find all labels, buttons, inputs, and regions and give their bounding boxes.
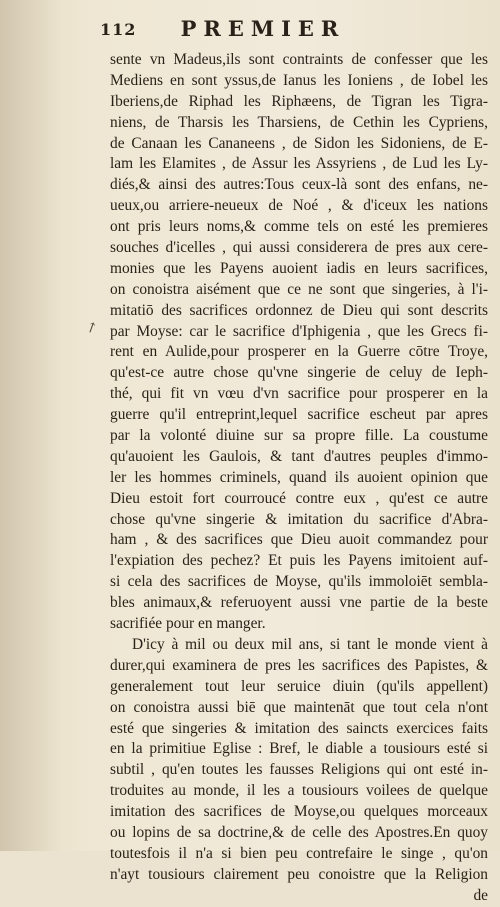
text-line: n'ayt tousiours clairement peu conoistre que la Religion (110, 865, 488, 883)
text-line: generalement tout leur seruice diuin (qu'ils appellent) (110, 677, 488, 695)
text-line: toutesfois il n'a si bien peu contrefaire le singe , qu'on (110, 844, 488, 862)
text-line: souches d'icelles , qui aussi considerera de pres aux cere- (110, 239, 488, 257)
text-line: diés,& ainsi des autres:Tous ceux-là sont des enfans, ne- (110, 176, 488, 194)
text-line: rent en Aulide,pour prosperer en la Guerre cōtre Troye, (110, 343, 488, 361)
text-line: mitatiō des sacrifices ordonnez de Dieu qui sont descrits (110, 301, 488, 319)
text-line: bles animaux,& referuoyent aussi vne partie de la beste (110, 594, 488, 612)
text-line: esté que singeries & imitation des saincts exercices faits (110, 719, 488, 737)
text-line: on conoistra aussi biē que maintenāt que tout cela n'ont (110, 698, 488, 716)
text-line: troduites au monde, il les a tousiours voilees de quelque (110, 782, 488, 800)
text-line: si cela des sacrifices de Moyse, qu'ils immoloiēt sembla- (110, 573, 488, 591)
text-line: chose qu'vne singerie & imitation du sacrifice d'Abra- (110, 510, 488, 528)
text-line: ler les hommes criminels, quand ils auoient opinion que (110, 468, 488, 486)
text-line: durer,qui examinera de pres les sacrifices des Papistes, & (110, 656, 488, 674)
text-line: Dieu estoit fort courroucé contre eux , qu'est ce autre (110, 489, 488, 507)
body-text (110, 50, 488, 907)
text-line: subtil , qu'en toutes les fausses Religions qui ont esté in- (110, 761, 488, 779)
text-line: on conoistra aisément que ce ne sont que singeries, à l'i- (110, 280, 488, 298)
text-line: par Moyse: car le sacrifice d'Iphigenia , que les Grecs fi- (110, 322, 488, 340)
running-head: PREMIER (180, 16, 346, 41)
page-header (0, 16, 500, 46)
text-line: imitation des sacrifices de Moyse,ou quelques morceaux (110, 803, 488, 821)
catchword: de (473, 886, 488, 904)
text-line: ou lopins de sa doctrine,& de celle des Apostres.En quoy (110, 823, 488, 841)
text-line: Mediens en sont yssus,de Ianus les Ioniens , de Iobel les (110, 71, 488, 89)
text-line: qu'est-ce autre chose qu'vne singerie de celuy de Ieph- (110, 364, 488, 382)
text-line: en la primitiue Eglise : Bref, le diable a tousiours esté si (110, 740, 488, 758)
text-line: de Canaan les Cananeens , de Sidon les Sidoniens, de E- (110, 134, 488, 152)
text-line: l'expiation des pechez? Et puis les Payens imitoient auf- (110, 552, 488, 570)
text-line: ont pris leurs noms,& comme tels on esté les premieres (110, 218, 488, 236)
text-line: ham , & des sacrifices que Dieu auoit commandez pour (110, 531, 488, 549)
text-line: D'icy à mil ou deux mil ans, si tant le monde vient à (132, 635, 488, 653)
page-number: 112 (100, 20, 137, 39)
text-line: niens, de Tharsis les Tharsiens, de Cethin les Cypriens, (110, 113, 488, 131)
text-line: sente vn Madeus,ils sont contraints de confesser que les (110, 51, 488, 68)
text-line: qu'auoient les Gaulois, & tant d'autres peuples d'immo- (110, 447, 488, 465)
text-line: par la volonté diuine sur sa propre fille. La coustume (110, 427, 488, 445)
text-line: thé, qui fit vn vœu d'vn sacrifice pour prosperer en la (110, 385, 488, 403)
gutter-shadow (0, 0, 60, 851)
text-line: guerre qu'il entreprint,lequel sacrifice escheut par apres (110, 406, 488, 424)
text-line: ueux,ou arriere-neueux de Noé , & d'iceux les nations (110, 197, 488, 215)
text-line: lam les Elamites , de Assur les Assyriens , de Lud les Ly- (110, 155, 488, 173)
text-line: sacrifiée pour en manger. (110, 615, 266, 633)
text-line: Iberiens,de Riphad les Riphæens, de Tigran les Tigra- (110, 92, 488, 110)
margin-annotation-mark: ↗ (83, 318, 101, 338)
text-line: monies que les Payens auoient iadis en leurs sacrifices, (110, 259, 488, 277)
